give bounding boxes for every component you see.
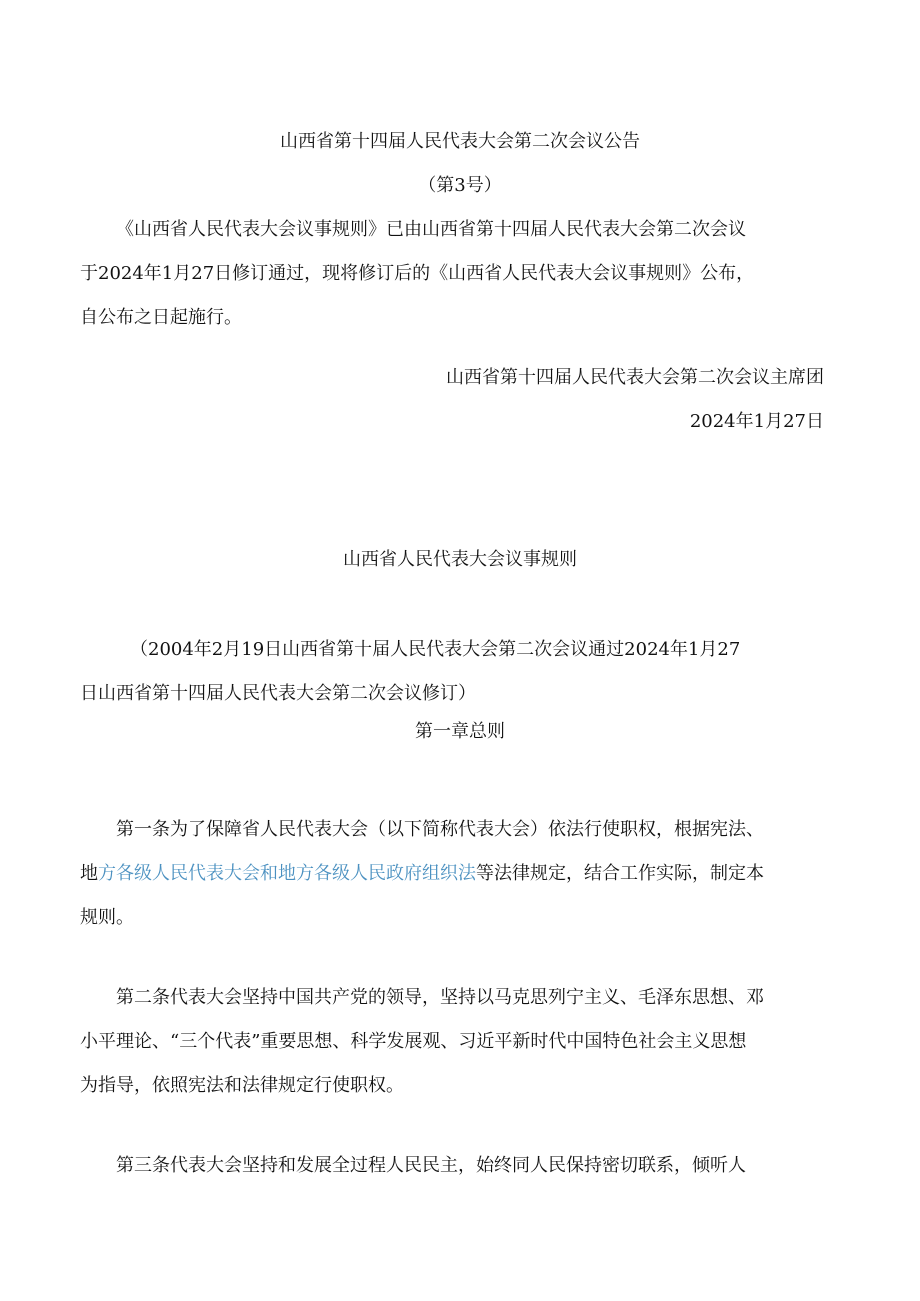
rules-note-line: （2004年2月19日山西省第十届人民代表大会第二次会议通过2024年1月27 xyxy=(130,639,741,660)
law-link[interactable]: 方各级人民代表大会和地方各级人民政府组织法 xyxy=(98,863,476,884)
announcement-date: 2024年1月27日 xyxy=(689,411,824,432)
article-text: 地 xyxy=(80,863,98,884)
rules-note-line: 日山西省第十四届人民代表大会第二次会议修订） xyxy=(80,683,476,704)
announcement-title: 山西省第十四届人民代表大会第二次会议公告 xyxy=(280,131,640,152)
article-line: 第三条代表大会坚持和发展全过程人民民主，始终同人民保持密切联系，倾听人 xyxy=(116,1155,746,1176)
article-text: 等法律规定，结合工作实际，制定本 xyxy=(476,863,764,884)
article-line: 第二条代表大会坚持中国共产党的领导，坚持以马克思列宁主义、毛泽东思想、邓 xyxy=(116,987,764,1008)
article-line: 小平理论、“三个代表”重要思想、科学发展观、习近平新时代中国特色社会主义思想 xyxy=(80,1031,747,1052)
chapter-heading: 第一章总则 xyxy=(415,721,505,742)
announcement-body-line: 《山西省人民代表大会议事规则》已由山西省第十四届人民代表大会第二次会议 xyxy=(116,219,746,240)
announcement-body-line: 自公布之日起施行。 xyxy=(80,307,242,328)
announcement-number: （第3号） xyxy=(418,175,502,196)
article-line: 规则。 xyxy=(80,907,134,928)
article-line: 为指导，依照宪法和法律规定行使职权。 xyxy=(80,1075,404,1096)
rules-title: 山西省人民代表大会议事规则 xyxy=(343,549,577,570)
announcement-body-line: 于2024年1月27日修订通过，现将修订后的《山西省人民代表大会议事规则》公布， xyxy=(80,263,755,284)
announcement-issuer: 山西省第十四届人民代表大会第二次会议主席团 xyxy=(446,367,824,388)
article-line: 第一条为了保障省人民代表大会（以下简称代表大会）依法行使职权，根据宪法、 xyxy=(116,819,764,840)
article-line xyxy=(80,862,764,886)
